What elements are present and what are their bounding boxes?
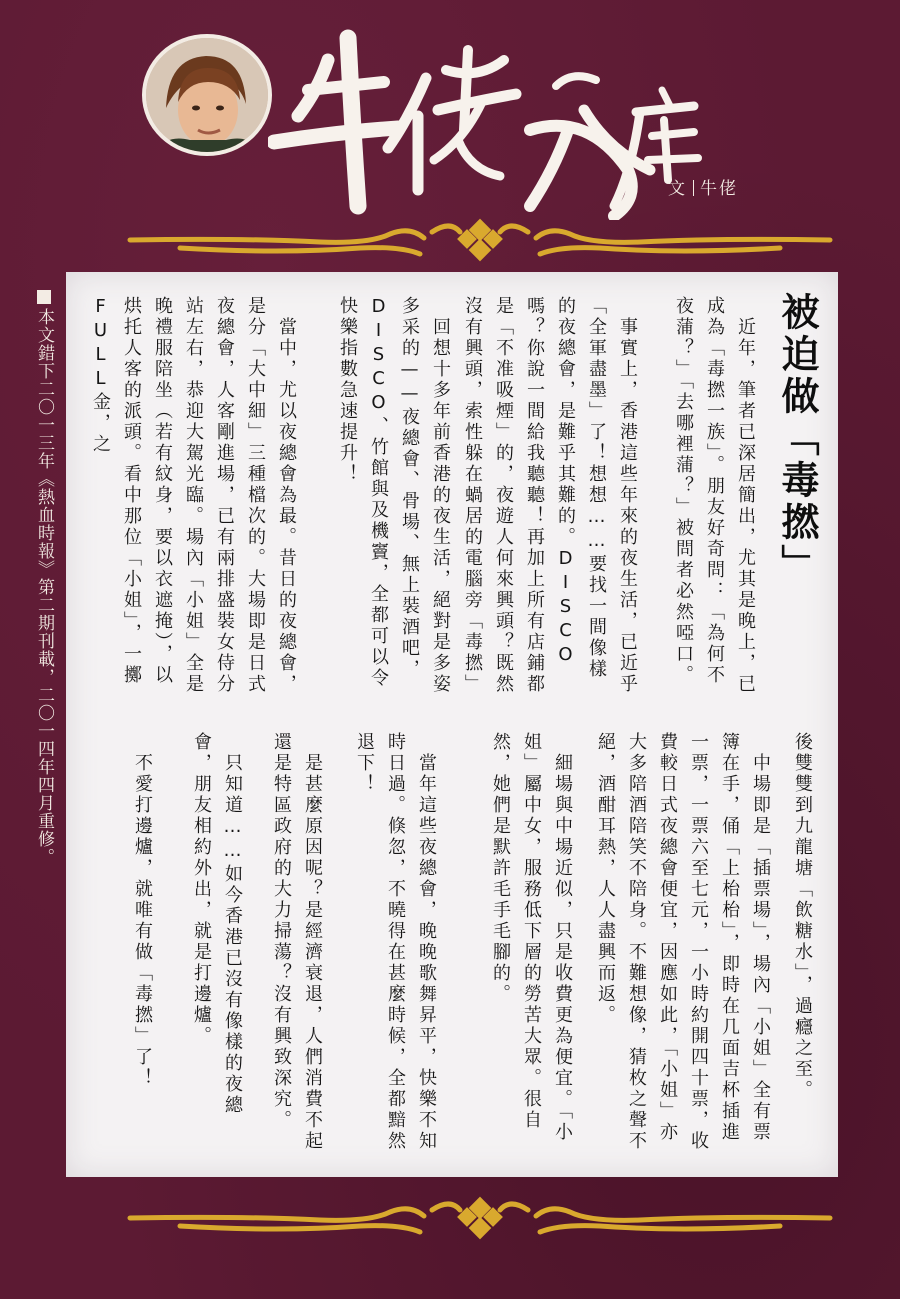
column-title-calligraphy bbox=[268, 20, 708, 220]
paragraph-8: 當年這些夜總會，晚晚歌舞昇平，快樂不知時日過。倏忽，不曉得在甚麼時候，全都黯然退下！ bbox=[354, 732, 437, 1152]
paragraph-1: 近年，筆者已深居簡出，尤其是晚上，已成為「毒撚一族」。朋友好奇問：「為何不夜蒲？」「去哪裡蒲？」被問者必然啞口。 bbox=[673, 296, 756, 695]
byline bbox=[668, 174, 738, 199]
paragraph-7: 細場與中場近似，只是收費更為便宜。「小姐」屬中女，服務低下層的勞苦大眾。很自然，她們是默許毛手毛腳的。 bbox=[490, 732, 573, 1143]
paragraph-4: 當中，尤以夜總會為最。昔日的夜總會，是分「大中細」三種檔次的。大場即是日式夜總會，人客剛進場，已有兩排盛裝女侍分站左右，恭迎大駕光臨。場內「小姐」全是晚禮服陪坐（若有紋身，要以衣遮掩），以烘托人客的派頭。看中那位「小姐」，一擲FULL金，之 bbox=[90, 296, 297, 695]
paragraph-2: 事實上，香港這些年來的夜生活，已近乎「全軍盡墨」了！想想……要找一間像樣的夜總會，是難乎其難的。DISCO嗎？你說一間給我聽聽！再加上所有店鋪都是「不准吸煙」的，夜遊人何來興頭？既然沒有興頭，索性躲在蝸居的電腦旁「毒撚」 bbox=[462, 296, 638, 695]
author-portrait bbox=[142, 34, 272, 156]
paragraph-6: 中場即是「插票場」，場內「小姐」全有票簿在手，俑「上枱枱」，即時在几面吉杯插進一票，一票六至七元，一小時約開四十票，收費較日式夜總會便宜，因應如此，「小姐」亦大多陪酒陪笑不陪身。不難想像，猜枚之聲不絕，酒酣耳熱，人人盡興而返。 bbox=[595, 732, 771, 1152]
byline-divider bbox=[693, 180, 694, 196]
bullet-square-icon bbox=[37, 290, 51, 304]
reprint-note-text: 本文錯下二〇一三年《熱血時報》第二期刊載，二〇一四年四月重修。 bbox=[34, 308, 54, 866]
article-headline: 被迫做「毒撚」 bbox=[775, 292, 820, 586]
paragraph-3: 回想十多年前香港的夜生活，絕對是多姿多采的——夜總會、骨場、無上裝酒吧，DISCO、竹館與及機竇，全都可以令快樂指數急速提升！ bbox=[337, 296, 451, 695]
reprint-note bbox=[28, 290, 58, 930]
paragraph-9: 是甚麼原因呢？是經濟衰退，人們消費不起還是特區政府的大力掃蕩？沒有興致深究。 bbox=[271, 732, 323, 1152]
paragraph-11: 不愛打邊爐，就唯有做「毒撚」了！ bbox=[132, 732, 153, 1089]
byline-author: 牛佬 bbox=[700, 179, 738, 199]
paragraph-10: 只知道……如今香港已沒有像樣的夜總會，朋友相約外出，就是打邊爐。 bbox=[191, 732, 243, 1116]
paragraph-5: 後雙雙到九龍塘「飲糖水」，過癮之至。 bbox=[792, 732, 813, 1101]
ornament-divider-top bbox=[120, 218, 840, 262]
byline-prefix: 文 bbox=[668, 179, 687, 199]
ornament-divider-bottom bbox=[120, 1196, 840, 1240]
